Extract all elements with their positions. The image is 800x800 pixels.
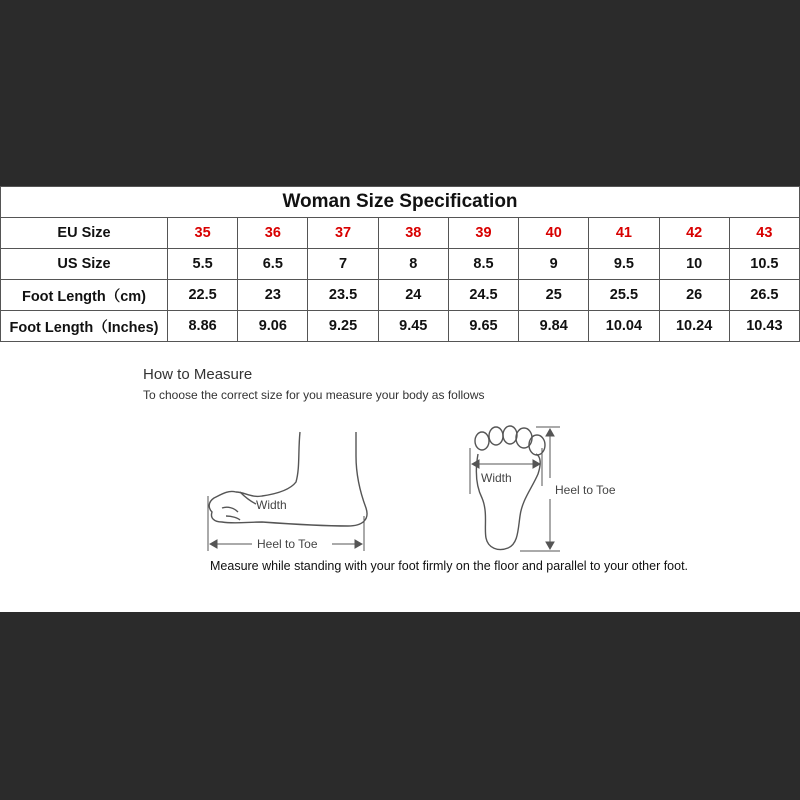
table-cell: 23.5 [308,280,378,311]
table-cell: 9.45 [378,311,448,342]
table-cell: 25.5 [589,280,659,311]
sole-foot-illustration [475,426,545,550]
table-cell: 23 [238,280,308,311]
measure-guide-title: How to Measure [143,366,253,383]
table-cell: 10.24 [659,311,729,342]
table-cell: 9 [519,249,589,280]
side-width-label: Width [256,498,287,512]
row-label: US Size [1,249,168,280]
table-cell: 36 [238,218,308,249]
side-length-label: Heel to Toe [257,537,318,551]
sole-length-label: Heel to Toe [555,483,616,497]
table-cell: 40 [519,218,589,249]
measure-guide-subtitle: To choose the correct size for you measure your body as follows [143,388,485,402]
row-label: Foot Length（Inches) [1,311,168,342]
table-cell: 25 [519,280,589,311]
table-cell: 10 [659,249,729,280]
table-cell: 26 [659,280,729,311]
table-cell: 9.65 [448,311,518,342]
table-cell: 9.5 [589,249,659,280]
sole-length-dimension [520,427,560,551]
table-cell: 38 [378,218,448,249]
measure-diagram [0,186,800,612]
table-cell: 6.5 [238,249,308,280]
size-chart-card [0,186,800,612]
table-cell: 10.43 [729,311,799,342]
table-title: Woman Size Specification [1,187,800,218]
table-cell: 24 [378,280,448,311]
table-cell: 41 [589,218,659,249]
table-cell: 35 [168,218,238,249]
sole-width-label: Width [481,471,512,485]
measure-note: Measure while standing with your foot firmly on the floor and parallel to your other foot. [210,559,689,573]
side-foot-illustration [209,432,367,526]
table-cell: 9.25 [308,311,378,342]
table-cell: 8.86 [168,311,238,342]
table-cell: 37 [308,218,378,249]
table-cell: 8 [378,249,448,280]
row-label: EU Size [1,218,168,249]
table-cell: 10.04 [589,311,659,342]
table-cell: 10.5 [729,249,799,280]
table-cell: 22.5 [168,280,238,311]
table-cell: 43 [729,218,799,249]
table-cell: 26.5 [729,280,799,311]
table-cell: 7 [308,249,378,280]
table-cell: 24.5 [448,280,518,311]
table-cell: 8.5 [448,249,518,280]
table-cell: 39 [448,218,518,249]
table-cell: 9.84 [519,311,589,342]
row-label: Foot Length（cm) [1,280,168,311]
table-cell: 5.5 [168,249,238,280]
table-cell: 42 [659,218,729,249]
table-cell: 9.06 [238,311,308,342]
